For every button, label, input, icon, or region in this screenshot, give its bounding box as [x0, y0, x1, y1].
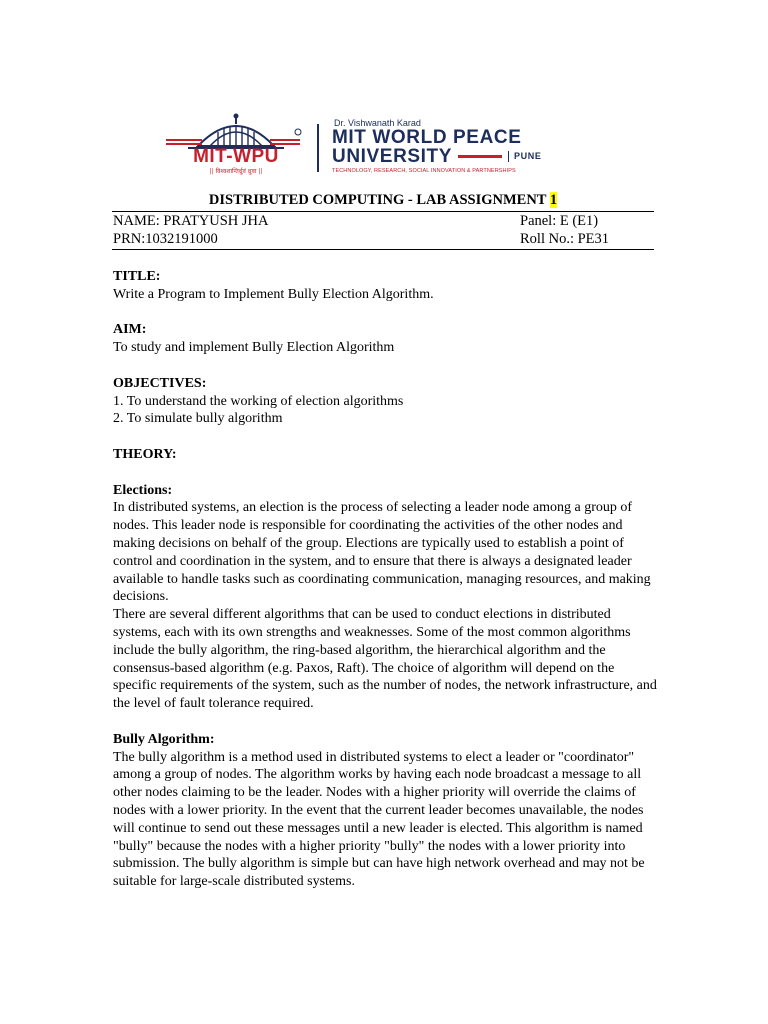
- university-name-line2-row: [332, 147, 632, 166]
- document-body: [113, 268, 658, 891]
- aim-heading: AIM:: [113, 322, 147, 338]
- document-title: [112, 191, 654, 209]
- logo-red-bar: [458, 155, 502, 158]
- title-heading: TITLE:: [113, 269, 161, 284]
- document-title-text: DISTRIBUTED COMPUTING - LAB ASSIGNMENT: [208, 192, 547, 208]
- title-rule: [112, 211, 654, 212]
- objective-item: 1. To understand the working of election algorithms: [113, 393, 404, 409]
- name-row: [113, 213, 653, 230]
- logo-divider: [317, 124, 319, 172]
- university-wordmark: [332, 118, 632, 174]
- elections-heading: Elections:: [113, 482, 173, 498]
- theory-heading: THEORY:: [113, 446, 177, 462]
- student-name: NAME: PRATYUSH JHA: [113, 213, 269, 229]
- university-name-line1: MIT WORLD PEACE: [332, 127, 522, 148]
- prn: PRN:1032191000: [113, 231, 218, 247]
- bully-algorithm-heading: Bully Algorithm:: [113, 731, 215, 747]
- title-text: Write a Program to Implement Bully Election Algorithm.: [113, 286, 434, 302]
- elections-paragraph: There are several different algorithms that can be used to conduct elections in distributed systems, each with its own strengths and weaknesses. Some of the most common algorithms include the bully algorithm, the ring-based algorithm, the hierarchical algorithm and the consensus-based algorithm (e.g. Paxos, Raft). The choice of algorithm will depend on the specific requirements of the system, such as the number of nodes, the network infrastructure, and the level of fault tolerance required.: [113, 607, 657, 712]
- objective-item: 2. To simulate bully algorithm: [113, 411, 283, 427]
- university-logo: [150, 112, 630, 180]
- mit-wpu-emblem: [158, 112, 308, 178]
- university-motto: TECHNOLOGY, RESEARCH, SOCIAL INNOVATION & PARTNERSHIPS: [332, 168, 516, 174]
- header-bottom-rule: [112, 249, 654, 250]
- university-name-line2: UNIVERSITY: [332, 146, 453, 167]
- founder-name: Dr. Vishwanath Karad: [334, 118, 421, 128]
- prn-row: [113, 231, 653, 248]
- logo-tagline: || विश्वशान्तिर्ध्रुवं ध्रुवा ||: [209, 168, 263, 175]
- objectives-heading: OBJECTIVES:: [113, 375, 207, 391]
- elections-paragraph: In distributed systems, an election is the process of selecting a leader node among a group of nodes. This leader node is responsible for coordinating the activities of the other nodes and making decisions on behalf of the group. Elections are typically used to establish a point of control and coordination in the system, and to ensure that there is always a designated leader available to handle tasks such as coordinating communication, managing resources, and making decisions.: [113, 500, 651, 605]
- aim-text: To study and implement Bully Election Algorithm: [113, 340, 395, 356]
- assignment-number: 1: [549, 192, 558, 208]
- roll-number: Roll No.: PE31: [520, 231, 610, 247]
- city-label: PUNE: [508, 151, 541, 162]
- mit-wpu-wordmark: MIT-WPU: [193, 146, 279, 167]
- panel: Panel: E (E1): [520, 213, 599, 229]
- bully-algorithm-paragraph: The bully algorithm is a method used in distributed systems to elect a leader or "coordinator" among a group of nodes. The algorithm works by having each node broadcast a message to all other nodes claiming to be the leader. Nodes with a higher priority will override the claims of nodes with a lower priority. In the event that the current leader becomes unavailable, the nodes will continue to send out these messages until a new leader is elected. This algorithm is named "bully" because the nodes with a higher priority "bully" the nodes with a lower priority into submission. The bully algorithm is simple but can have high network overhead and may not be suitable for large-scale distributed systems.: [113, 749, 645, 890]
